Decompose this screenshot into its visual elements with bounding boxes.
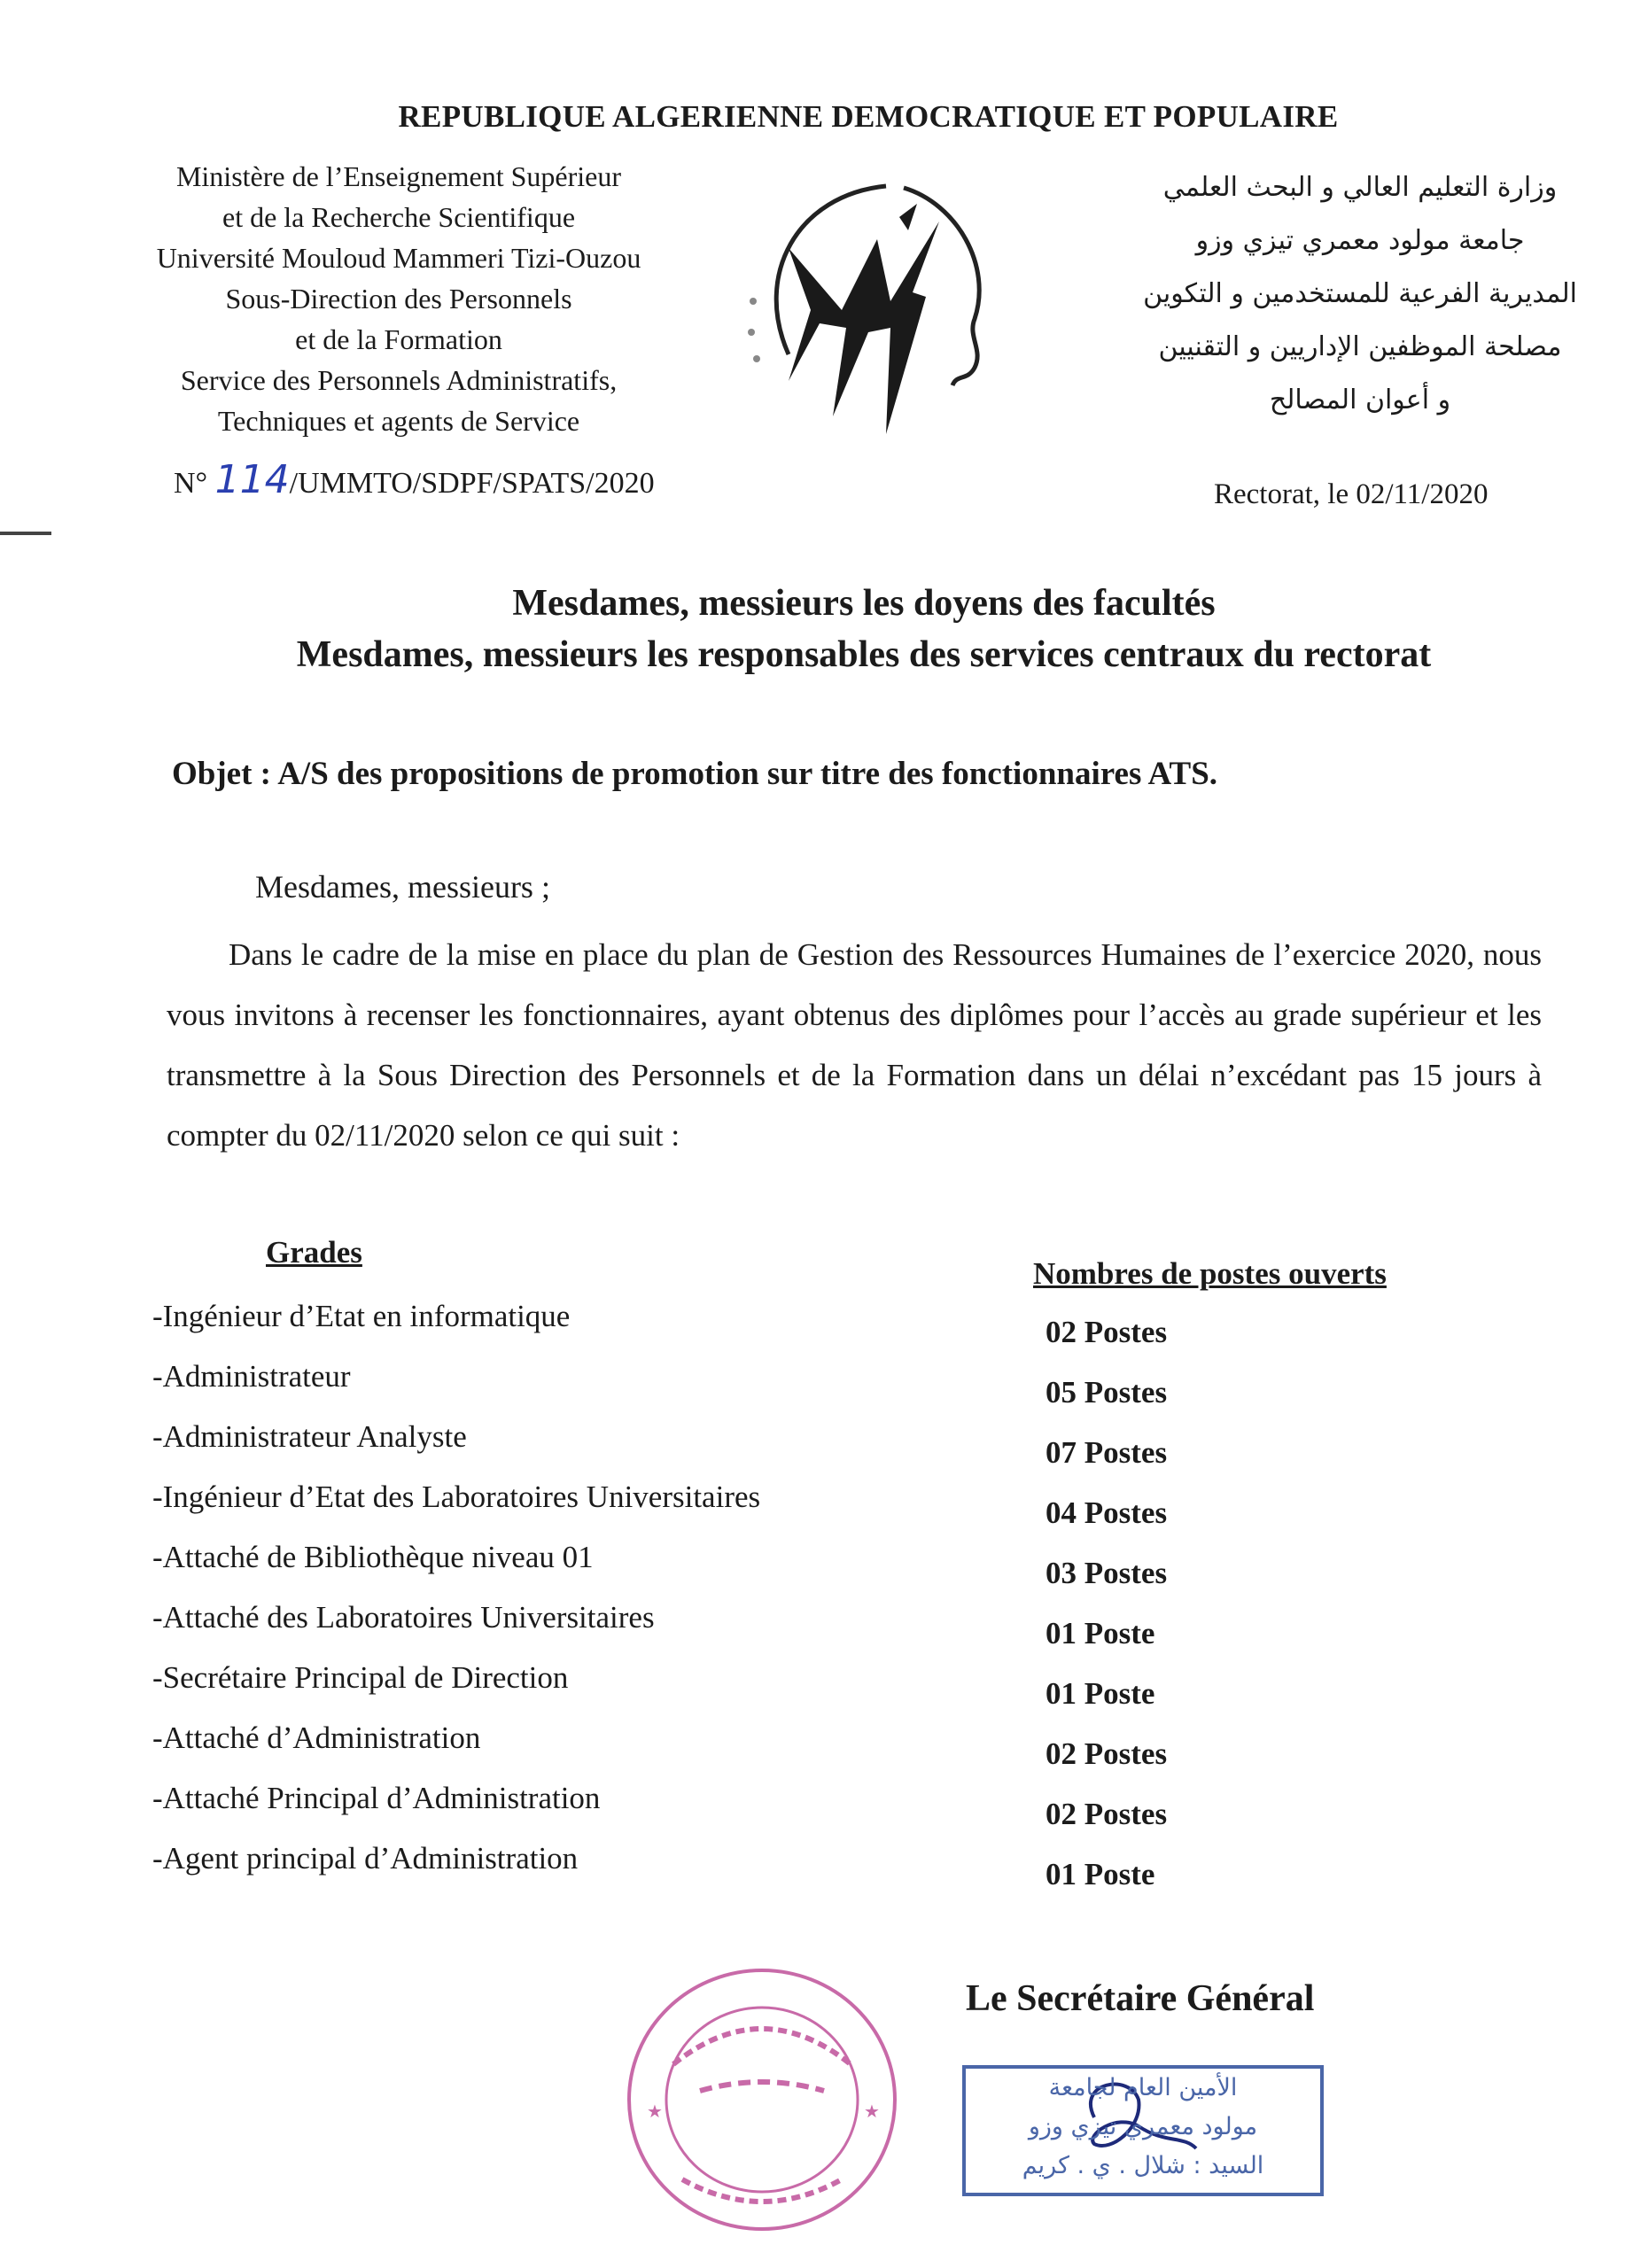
arabic-line: جامعة مولود معمري تيزي وزو bbox=[1195, 225, 1525, 256]
body-paragraph: Dans le cadre de la mise en place du plan de Gestion des Ressources Humaines de l’exercice 2020, nous vous invitons à recenser les fonctionnaires, ayant obtenus des diplômes pour l’accès au grade supérieur et les transmettre à la Sous Direction des Personnels et de la Formation dans un délai n’excédant pas 15 jours à compter du 02/11/2020 selon ce qui suit : bbox=[167, 937, 1542, 1153]
posts-item: 02 Postes bbox=[1046, 1315, 1168, 1349]
letterhead-line: Sous-Direction des Personnels bbox=[225, 283, 572, 315]
signatory-title: Le Secrétaire Général bbox=[966, 1978, 1315, 2019]
arabic-letterhead bbox=[1108, 161, 1613, 427]
posts-item: 07 Postes bbox=[1046, 1435, 1168, 1470]
grades-header: Grades bbox=[266, 1235, 362, 1270]
university-logo bbox=[735, 168, 1019, 452]
letterhead-line: Service des Personnels Administratifs, bbox=[180, 364, 618, 396]
grade-item: -Administrateur bbox=[152, 1359, 351, 1394]
grade-item: -Attaché d’Administration bbox=[152, 1720, 481, 1755]
greeting: Mesdames, messieurs ; bbox=[255, 869, 550, 905]
posts-item: 02 Postes bbox=[1046, 1797, 1168, 1831]
stamp-line: الأمين العام لجامعة bbox=[1048, 2074, 1238, 2101]
reference-suffix: /UMMTO/SDPF/SPATS/2020 bbox=[289, 467, 655, 500]
margin-mark bbox=[0, 532, 51, 535]
recipient-line: Mesdames, messieurs les responsables des services centraux du rectorat bbox=[296, 634, 1432, 675]
grade-item: -Secrétaire Principal de Direction bbox=[152, 1660, 569, 1695]
stamp-text bbox=[961, 2069, 1325, 2186]
grade-list bbox=[152, 1295, 950, 1898]
letter-date: Rectorat, le 02/11/2020 bbox=[1214, 478, 1489, 510]
letterhead-line: et de la Recherche Scientifique bbox=[222, 201, 576, 233]
arabic-line: المديرية الفرعية للمستخدمين و التكوين bbox=[1143, 278, 1577, 309]
letterhead-line: Université Mouloud Mammeri Tizi-Ouzou bbox=[156, 242, 641, 274]
posts-list bbox=[1046, 1311, 1311, 1914]
round-official-stamp bbox=[620, 1958, 904, 2241]
republic-heading: REPUBLIQUE ALGERIENNE DEMOCRATIQUE ET POPULAIRE bbox=[398, 99, 1339, 134]
letterhead-line: Ministère de l’Enseignement Supérieur bbox=[175, 160, 622, 192]
arabic-line: مصلحة الموظفين الإداريين و التقنيين bbox=[1158, 331, 1562, 362]
letterhead-line: Techniques et agents de Service bbox=[217, 405, 580, 437]
grade-item: -Ingénieur d’Etat des Laboratoires Universitaires bbox=[152, 1480, 761, 1514]
subject-line: Objet : A/S des propositions de promotion sur titre des fonctionnaires ATS. bbox=[172, 756, 1218, 792]
posts-item: 03 Postes bbox=[1046, 1556, 1168, 1590]
grade-item: -Agent principal d’Administration bbox=[152, 1841, 579, 1876]
reference-number bbox=[174, 457, 655, 502]
letterhead-line: et de la Formation bbox=[295, 323, 502, 355]
arabic-line: وزارة التعليم العالي و البحث العلمي bbox=[1162, 172, 1558, 203]
posts-item: 01 Poste bbox=[1046, 1616, 1155, 1651]
stamp-line: مولود معمري تيزي وزو bbox=[1028, 2113, 1258, 2140]
recipients bbox=[133, 578, 1595, 680]
svg-text:★: ★ bbox=[864, 2102, 880, 2122]
grade-item: -Attaché Principal d’Administration bbox=[152, 1781, 601, 1815]
posts-item: 04 Postes bbox=[1046, 1495, 1168, 1530]
grade-item: -Attaché de Bibliothèque niveau 01 bbox=[152, 1540, 594, 1574]
handwritten-number: 114 bbox=[214, 457, 290, 502]
svg-text:★: ★ bbox=[647, 2102, 663, 2122]
posts-item: 05 Postes bbox=[1046, 1375, 1168, 1410]
grade-item: -Ingénieur d’Etat en informatique bbox=[152, 1299, 571, 1333]
posts-item: 02 Postes bbox=[1046, 1736, 1168, 1771]
arabic-line: و أعوان المصالح bbox=[1269, 384, 1451, 416]
posts-header: Nombres de postes ouverts bbox=[1033, 1256, 1387, 1291]
grade-item: -Attaché des Laboratoires Universitaires bbox=[152, 1600, 655, 1635]
posts-item: 01 Poste bbox=[1046, 1857, 1155, 1891]
recipient-line: Mesdames, messieurs les doyens des facultés bbox=[512, 583, 1216, 624]
french-letterhead bbox=[97, 156, 700, 441]
stamp-line: السيد : شلال . ي . كريم bbox=[1022, 2152, 1264, 2179]
grade-item: -Administrateur Analyste bbox=[152, 1419, 467, 1454]
posts-item: 01 Poste bbox=[1046, 1676, 1155, 1711]
reference-prefix: N° bbox=[174, 467, 208, 500]
